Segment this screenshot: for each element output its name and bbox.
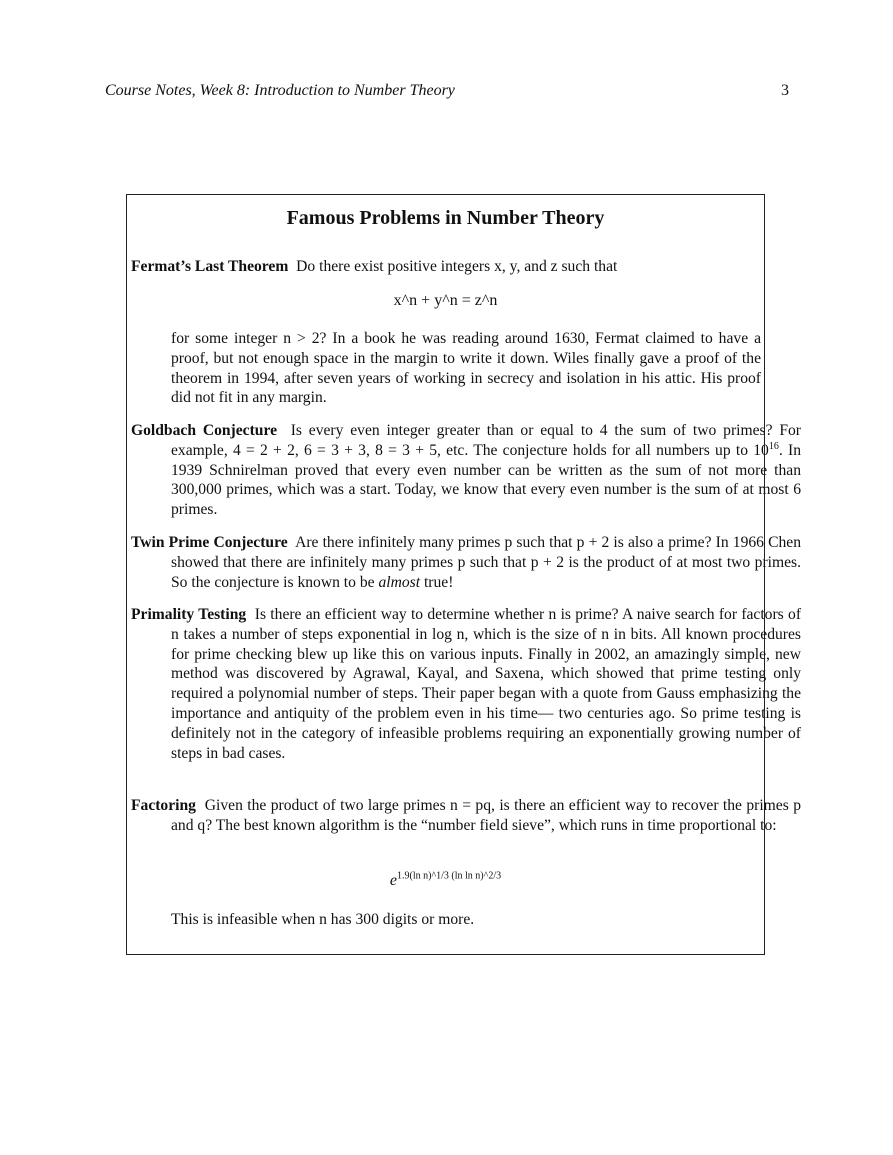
fermat-intro: Do there exist positive integers x, y, and z such that bbox=[296, 258, 618, 275]
fermat-term: Fermat’s Last Theorem bbox=[131, 258, 289, 275]
factoring-entry bbox=[131, 796, 801, 836]
twin-prime-body-b: true! bbox=[423, 573, 454, 591]
factoring-footer: This is infeasible when n has 300 digits or more. bbox=[171, 911, 475, 928]
factoring-equation bbox=[126, 872, 765, 890]
twin-prime-term: Twin Prime Conjecture bbox=[131, 534, 288, 551]
factoring-body: Given the product of two large primes n = pq, is there an efficient way to recover the primes p and q? The best known algorithm is the “number field sieve”, which runs in time proportional to: bbox=[171, 797, 801, 834]
factoring-equation-exponent: 1.9(ln n)^1/3 (ln ln n)^2/3 bbox=[397, 870, 502, 882]
factoring-term: Factoring bbox=[131, 797, 196, 814]
page-number: 3 bbox=[781, 82, 789, 99]
twin-prime-emphasis: almost bbox=[378, 573, 421, 591]
goldbach-term: Goldbach Conjecture bbox=[131, 422, 278, 439]
twin-prime-body-a: Are there infinitely many primes p such that p + 2 is also a prime? In 1966 Chen showed that there are infinitely many primes p such that p + 2 is the product of at most two primes. So the conjecture is known to be bbox=[171, 534, 802, 591]
primality-term: Primality Testing bbox=[131, 606, 247, 623]
factoring-equation-base: e bbox=[389, 872, 397, 889]
goldbach-entry bbox=[131, 421, 801, 520]
header-title: Course Notes, Week 8: Introduction to Number Theory bbox=[105, 82, 455, 99]
box-title: Famous Problems in Number Theory bbox=[286, 207, 605, 229]
twin-prime-entry bbox=[131, 533, 801, 592]
fermat-body: for some integer n > 2? In a book he was reading around 1630, Fermat claimed to have a proof, but not enough space in the margin to write it down. Wiles finally gave a proof of the theorem in 1994, after seven years of working in secrecy and isolation in his attic. His proof did not fit in any margin. bbox=[171, 330, 761, 407]
primality-entry bbox=[131, 605, 801, 763]
fermat-equation: x^n + y^n = z^n bbox=[393, 292, 498, 309]
goldbach-body-b: . In 1939 Schnirelman proved that every even number can be written as the sum of not more than 300,000 primes, which was a start. Today, we know that every even number is the sum of at most 6 primes. bbox=[171, 441, 801, 519]
fermat-entry bbox=[131, 257, 761, 277]
primality-body: Is there an efficient way to determine whether n is prime? A naive search for factors of n takes a number of steps exponential in log n, which is the size of n in bits. All known procedures for prime checking blew up like this on various inputs. Finally in 2002, an amazingly simple, new method was discovered by Agrawal, Kayal, and Saxena, which showed that prime testing only required a polynomial number of steps. Their paper began with a quote from Gauss emphasizing the importance and antiquity of the problem even in his time— two centuries ago. So prime testing is definitely not in the category of infeasible problems requiring an exponentially growing number of steps in bad cases. bbox=[171, 606, 802, 762]
goldbach-body-a: Is every even integer greater than or equal to 4 the sum of two primes? For example, 4 = 2 + 2, 6 = 3 + 3, 8 = 3 + 5, etc. The conjecture holds for all numbers up to 10 bbox=[171, 422, 802, 459]
running-header bbox=[105, 82, 789, 100]
goldbach-exponent: 16 bbox=[768, 440, 779, 452]
